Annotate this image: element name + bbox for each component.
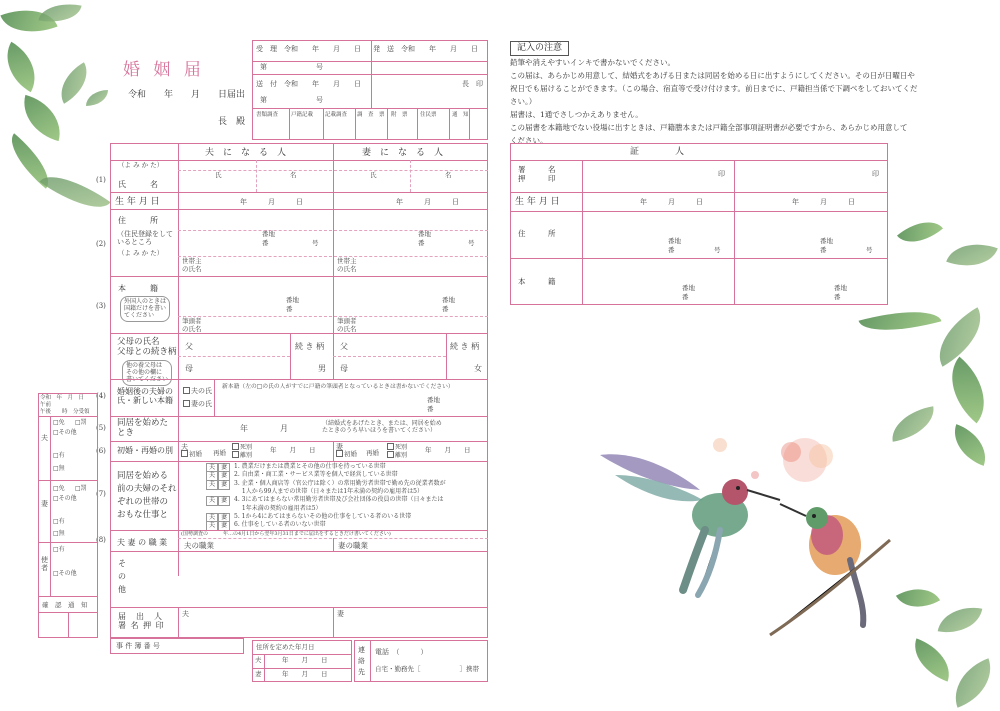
residence-w-ymd: 年 月 日: [282, 670, 328, 678]
foliage-top-left: [0, 0, 120, 240]
row6-h-re[interactable]: 再婚: [213, 449, 226, 457]
side-h-opt1[interactable]: □罰: [75, 419, 87, 426]
office-sent: 発 送 令和 年 月 日: [373, 45, 478, 53]
side-w-opt4[interactable]: □無: [53, 530, 65, 537]
col-wife: 妻 に な る 人: [362, 148, 444, 158]
row5-note: （結婚式をあげたとき、または、同居を始め たときのうち早いほうを書いてください）: [322, 420, 442, 435]
office-no-1: 第 号: [260, 63, 323, 71]
row7-husband-box[interactable]: 夫: [206, 496, 218, 506]
row1-h-ymd: 年 月 日: [240, 198, 303, 206]
row8-label: 夫 妻 の 職 業: [117, 538, 168, 547]
side-h-opt4[interactable]: □無: [53, 465, 65, 472]
witness-ban-3: 番: [682, 293, 689, 301]
row8-w: 妻の職業: [338, 541, 368, 550]
row1-h-mei: 名: [290, 171, 297, 179]
notes-line: 届書は、1通でさしつかえありません。: [510, 110, 643, 119]
notes-title: 記入の注意: [510, 41, 569, 56]
row6-h-ymd: 年 月 日: [270, 446, 316, 454]
side-x-opt3[interactable]: □有: [53, 546, 65, 553]
hummingbirds-illustration: [595, 430, 895, 640]
row2-w-banchi: 番地: [418, 230, 431, 238]
notes-line: さい。）: [510, 97, 537, 106]
witness-birth: 生 年 月 日: [515, 197, 560, 207]
residence-h-ymd: 年 月 日: [282, 656, 328, 664]
row1-name-label: 氏 名: [118, 180, 158, 189]
office-col-1: 戸籍記載: [291, 112, 314, 118]
row2-h-ban: 番: [262, 239, 269, 247]
row6-h-died[interactable]: 死別: [232, 443, 252, 451]
row8-no: (8): [96, 536, 106, 544]
row3-note: 外国人のときは 国籍だけを書い てください: [120, 296, 170, 322]
office-col-6: 通 知: [452, 112, 469, 118]
residence-w: 妻: [255, 670, 262, 678]
side-w: 妻: [41, 500, 48, 508]
residence-h: 夫: [255, 656, 262, 664]
office-no-2: 第 号: [260, 96, 323, 104]
witness-ban-1: 番: [668, 246, 675, 254]
parents-w-daughter: 女: [474, 364, 482, 373]
contact-tel: 電話 （ ）: [375, 648, 428, 656]
row5-ym: 年 月: [240, 424, 288, 433]
parents-w-mother: 母: [340, 364, 348, 373]
row2-w-head: 世帯主 の氏名: [337, 257, 357, 273]
col-husband: 夫 に な る 人: [205, 148, 287, 158]
row2-no: (2): [96, 240, 106, 248]
row6-no: (6): [96, 447, 106, 455]
witness-honseki: 本 籍: [518, 277, 556, 286]
row4-label: 婚姻後の夫婦の 氏・新しい本籍: [117, 387, 173, 406]
contact-home: 自宅・勤務先［ ］携帯: [375, 665, 479, 673]
witness-banchi-4: 番地: [834, 284, 847, 292]
row7-wife-box[interactable]: 妻: [218, 480, 230, 490]
parents-w-father: 父: [340, 342, 348, 351]
row4-opt2[interactable]: 妻の氏: [183, 400, 212, 408]
sign-h: 夫: [182, 610, 189, 618]
row6-h-first[interactable]: 初婚: [181, 450, 202, 459]
row4-ban: 番: [427, 405, 434, 413]
witness-go-1: 号: [714, 246, 721, 254]
row7-husband-box[interactable]: 夫: [206, 480, 218, 490]
parents-w-rel: 続 き 柄: [450, 342, 480, 351]
row6-w-ymd: 年 月 日: [425, 446, 471, 454]
witness-seal-1: 印: [718, 170, 725, 178]
witness-block: [510, 143, 888, 305]
row1-w-mei: 名: [445, 171, 452, 179]
row7-item: 2. 自由業・商工業・サービス業等を個人で経営している世帯: [234, 471, 398, 479]
side-h-opt2[interactable]: □その他: [53, 429, 77, 436]
row1-w-sei: 氏: [370, 171, 377, 179]
row3-no: (3): [96, 302, 106, 310]
sign-w: 妻: [337, 610, 344, 618]
row7-wife-box[interactable]: 妻: [218, 496, 230, 506]
row6-w-died[interactable]: 死別: [387, 443, 407, 451]
row5-label: 同居を始めた とき: [117, 418, 169, 438]
witness-ban-4: 番: [834, 293, 841, 301]
witness-ymd-1: 年 月 日: [640, 198, 703, 206]
residence-label: 住所を定めた年月日: [256, 643, 315, 651]
row1-h-sei: 氏: [215, 171, 222, 179]
row3-honseki-label: 本 籍: [118, 284, 158, 293]
side-w-opt0[interactable]: □免: [53, 485, 65, 492]
foliage-bottom-right: [890, 575, 1000, 711]
notes-line: この届書を本籍地でない役場に出すときは、戸籍謄本または戸籍全部事項証明書が必要ですから、あらかじめ用意して: [510, 123, 908, 132]
row7-item: 1. 農業だけまたは農業とその他の仕事を持っている世帯: [234, 463, 386, 470]
parents-h-father: 父: [185, 342, 193, 351]
contact-block: [354, 640, 488, 682]
side-x-opt2[interactable]: □その他: [53, 570, 77, 577]
row3-h-head: 筆頭者 の氏名: [182, 317, 202, 333]
other-label: そ の 他: [118, 559, 126, 594]
witness-sign: 署 名 押 印: [518, 165, 556, 183]
row4-banchi: 番地: [427, 396, 440, 404]
office-col-5: 住民票: [420, 112, 437, 118]
row7-item: 6. 仕事をしている者のいない世帯: [234, 521, 326, 529]
witness-banchi-1: 番地: [668, 237, 681, 245]
notes-line: 祝日でも届けることができます。（この場合、宿直等で受け付けます。前日までに、戸籍担当係で下調べをしておいてくだ: [510, 84, 918, 93]
row7-wife-box[interactable]: 妻: [218, 471, 230, 481]
row2-h-head: 世帯主 の氏名: [182, 257, 202, 273]
row3-h-ban: 番: [286, 305, 293, 313]
row8-note: (国勢調査の 年…の4月1日から翌年3月31日までに届出をするときだけ書いてください): [181, 531, 391, 537]
row7-item: 1人から99人までの世帯（日々または1年未満の契約の雇用者は5）: [234, 487, 423, 495]
row4-opt1[interactable]: 夫の氏: [183, 387, 212, 395]
row3-w-ban: 番: [442, 305, 449, 313]
row7-item: 4. 3にあてはまらない常用勤労者世帯及び会社団体の役員の世帯（日々または: [234, 496, 444, 504]
witness-go-2: 号: [866, 246, 873, 254]
row4-note: 新本籍（左の□の氏の人がすでに戸籍の筆頭者となっているときは書かないでください）: [222, 384, 454, 390]
side-confirm: 確 認 通 知: [42, 601, 88, 609]
row6-w-label: 妻: [336, 443, 343, 451]
side-witness: 使 者: [41, 556, 48, 573]
office-sent2: 送 付 令和 年 月 日: [256, 80, 361, 88]
contact-label: 連 絡 先: [358, 646, 365, 676]
side-h: 夫: [41, 434, 48, 442]
sign-label: 届 出 人 署 名 押 印: [118, 612, 165, 631]
case-label: 事 件 簿 番 号: [116, 642, 160, 650]
office-chief: 長 印: [462, 80, 483, 88]
notes-line: この届は、あらかじめ用意して、結婚式をあげる日または同居を始める日に出すようにしてください。その日が日曜日や: [510, 71, 915, 80]
office-col-3: 調 査 票: [357, 112, 385, 118]
witness-banchi-2: 番地: [820, 237, 833, 245]
row6-w-re[interactable]: 再婚: [366, 449, 379, 457]
row6-label: 初婚・再婚の別: [117, 446, 173, 455]
row3-h-banchi: 番地: [286, 296, 299, 304]
row7-wife-box[interactable]: 妻: [218, 513, 230, 523]
row7-label: 同居を始める 前の夫婦のそれ ぞれの世帯の おもな仕事と: [117, 471, 177, 520]
office-col-2: 記載調査: [325, 112, 348, 118]
row7-wife-box[interactable]: 妻: [218, 521, 230, 531]
row7-husband-box[interactable]: 夫: [206, 521, 218, 531]
witness-title: 証 人: [630, 147, 685, 157]
row1-yomi: （よ み か た）: [118, 161, 164, 169]
notes-line: ください。: [510, 136, 548, 145]
side-head2: 午前 午後 時 分受領: [40, 402, 90, 415]
parents-label: 父母の氏名 父母との続き柄: [117, 337, 177, 357]
row8-h: 夫の職業: [184, 541, 214, 550]
notes-lines: [510, 56, 918, 147]
parents-h-mother: 母: [185, 364, 193, 373]
form-title: 婚 姻 届: [123, 60, 205, 80]
office-received: 受 理 令和 年 月 日: [256, 45, 361, 53]
row5-no: (5): [96, 424, 106, 432]
side-h-opt3[interactable]: □有: [53, 452, 65, 459]
row7-husband-box[interactable]: 夫: [206, 463, 218, 473]
row2-w-go: 号: [468, 239, 475, 247]
row3-w-banchi: 番地: [442, 296, 455, 304]
row2-addr-label: 住 所: [118, 216, 158, 225]
row2-yomi: （よ み か た）: [118, 249, 164, 257]
row7-item: 5. 1から4にあてはまらないその他の仕事をしている者のいる世帯: [234, 512, 412, 520]
parents-h-rel: 続 き 柄: [295, 342, 325, 351]
row4-no: (4): [96, 392, 106, 400]
row7-no: (7): [96, 490, 106, 498]
notes-line: 鉛筆や消えやすいインキで書かないでください。: [510, 58, 675, 67]
parents-h-son: 男: [318, 364, 326, 373]
row2-note: （住民登録をして いるところ: [117, 230, 173, 247]
date-filed: 令和 年 月 日届出: [128, 90, 246, 100]
row6-w-div[interactable]: 離別: [387, 451, 407, 459]
side-w-opt2[interactable]: □その他: [53, 495, 77, 502]
row7-item: 3. 企業・個人商店等（官公庁は除く）の常用勤労者世帯で勤め先の従業者数が: [234, 479, 446, 487]
row1-w-ymd: 年 月 日: [396, 198, 459, 206]
witness-ymd-2: 年 月 日: [792, 198, 855, 206]
office-col-0: 書類調査: [256, 112, 279, 118]
side-w-opt1[interactable]: □罰: [75, 485, 87, 492]
row3-w-head: 筆頭者 の氏名: [337, 317, 357, 333]
parents-note: 他の養父母は その他の欄に 書いてください: [122, 360, 172, 386]
row1-birth-label: 生 年 月 日: [115, 197, 160, 207]
side-head1: 令和 年 月 日: [40, 395, 85, 401]
witness-addr: 住 所: [518, 229, 556, 238]
row6-w-first[interactable]: 初婚: [336, 450, 357, 459]
side-h-opt0[interactable]: □免: [53, 419, 65, 426]
office-col-4: 附 票: [391, 112, 408, 118]
row2-h-banchi: 番地: [262, 230, 275, 238]
row7-wife-box[interactable]: 妻: [218, 463, 230, 473]
row7-husband-box[interactable]: 夫: [206, 471, 218, 481]
row2-h-go: 号: [312, 239, 319, 247]
row7-item: 1年未満の契約の雇用者は5）: [234, 504, 322, 512]
office-block: [252, 40, 488, 140]
row1-no: (1): [96, 176, 106, 184]
row6-h-div[interactable]: 離別: [232, 451, 252, 459]
row6-h-label: 夫: [181, 443, 188, 451]
side-w-opt3[interactable]: □有: [53, 518, 65, 525]
witness-seal-2: 印: [872, 170, 879, 178]
witness-banchi-3: 番地: [682, 284, 695, 292]
row2-w-ban: 番: [418, 239, 425, 247]
addressee: 長 殿: [218, 117, 246, 127]
row7-husband-box[interactable]: 夫: [206, 513, 218, 523]
witness-ban-2: 番: [820, 246, 827, 254]
